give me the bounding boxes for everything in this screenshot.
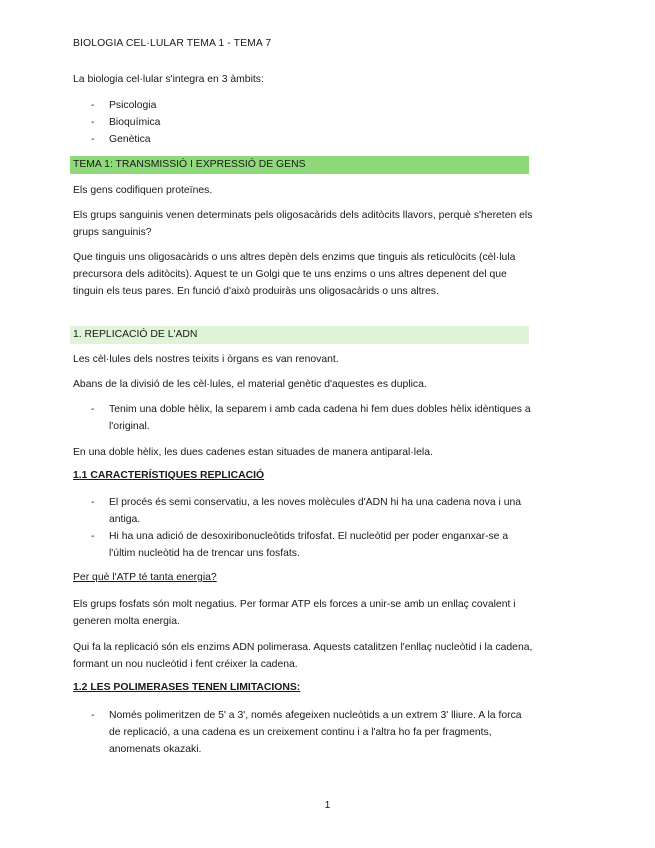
document-header: BIOLOGIA CEL·LULAR TEMA 1 - TEMA 7 — [73, 38, 272, 49]
list-item: - Psicologia — [91, 100, 157, 111]
tema1-paragraph-2: Els grups sanguinis venen determinats pels oligosacàrids dels aditòcits llavors, perquè s'hereten els grups sanguinis? — [73, 210, 533, 238]
section1-paragraph-2: Abans de la divisió de les cèl·lules, el material genètic d'aquestes es duplica. — [73, 379, 427, 390]
list-item: - El procés és semi conservatiu, a les noves molècules d'ADN hi ha una cadena nova i una antiga. — [91, 497, 522, 525]
list-item: - Bioquímica — [91, 117, 161, 128]
section12-list — [73, 707, 533, 758]
section1-paragraph-1: Les cèl·lules dels nostres teixits i òrgans es van renovant. — [73, 354, 339, 365]
section11-paragraph-1: Els grups fosfats són molt negatius. Per formar ATP els forces a unir-se amb un enllaç covalent i generen molta energia. — [73, 599, 516, 627]
tema1-paragraph-1: Els gens codifiquen proteïnes. — [73, 185, 213, 196]
tema1-paragraph-3: Que tinguis uns oligosacàrids o uns altres depèn dels enzims que tinguis als reticulòcits (cèl·lula precursora dels aditòcits). Aquest te un Golgi que te uns enzims o uns altres depenent del que tinguin els teus pares. En funció d'això produiràs uns oligosacàrids o uns altres. — [73, 252, 516, 297]
section11-list — [73, 494, 533, 562]
section1-list — [73, 401, 533, 435]
page-number: 1 — [324, 800, 331, 811]
section11-heading: 1.1 CARACTERÍSTIQUES REPLICACIÓ — [73, 470, 265, 481]
atp-question: Per què l'ATP té tanta energia? — [73, 572, 217, 583]
list-item: - Tenim una doble hèlix, la separem i amb cada cadena hi fem dues dobles hèlix idèntiques a l'original. — [91, 404, 531, 432]
list-item: - Només polimeritzen de 5' a 3', només afegeixen nucleòtids a un extrem 3' lliure. A la forca de replicació, a una cadena es un creixement continu i a l'altra ho fa per fragments, anomenats okazaki. — [91, 710, 522, 755]
intro-text: La biologia cel·lular s'integra en 3 àmbits: — [73, 74, 264, 85]
list-item: - Hi ha una adició de desoxiribonucleòtids trifosfat. El nucleòtid per poder enganxar-se a l'últim nucleòtid ha de trencar uns fosfats. — [91, 531, 509, 559]
section11-paragraph-2: Qui fa la replicació són els enzims ADN polimerasa. Aquests catalitzen l'enllaç nucleòtid i la cadena, formant un nou nucleòtid i fent créixer la cadena. — [73, 642, 533, 670]
section12-heading: 1.2 LES POLIMERASES TENEN LIMITACIONS: — [73, 682, 301, 693]
section1-paragraph-3: En una doble hèlix, les dues cadenes estan situades de manera antiparal·lela. — [73, 447, 433, 458]
tema1-heading: TEMA 1: TRANSMISSIÓ I EXPRESSIÓ DE GENS — [70, 156, 529, 174]
ambits-list — [73, 97, 533, 148]
list-item: - Genètica — [91, 134, 151, 145]
section1-heading: 1. REPLICACIÓ DE L'ADN — [70, 326, 529, 344]
